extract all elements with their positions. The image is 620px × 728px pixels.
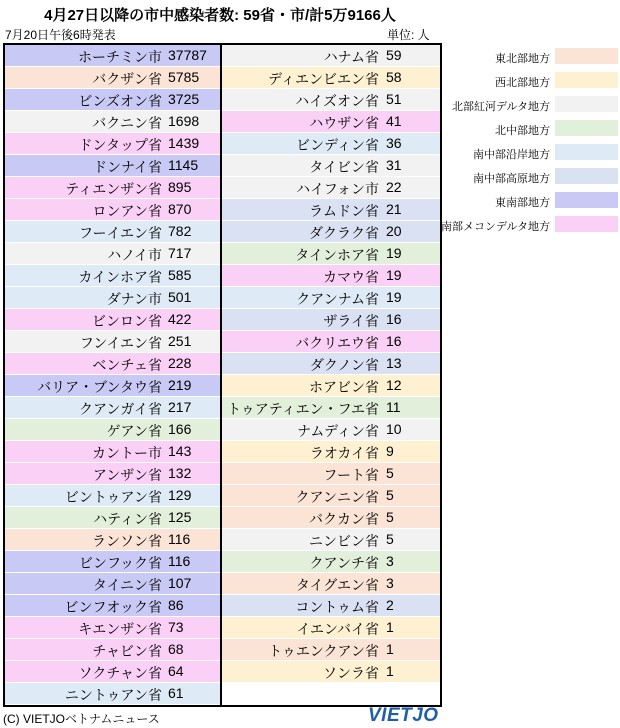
province-name: タイビン省 xyxy=(309,159,379,175)
table-row xyxy=(222,199,440,220)
case-count: 58 xyxy=(386,69,402,85)
table-row xyxy=(222,441,440,462)
table-right-column xyxy=(222,43,442,707)
region-legend xyxy=(440,45,618,237)
table-row xyxy=(5,595,220,616)
province-name: フンイエン省 xyxy=(79,335,162,351)
legend-label: 南中部高原地方 xyxy=(473,173,550,185)
case-count: 1 xyxy=(386,619,394,635)
province-name: タイニン省 xyxy=(92,577,162,593)
province-name: フーイエン省 xyxy=(78,225,162,241)
case-count: 895 xyxy=(168,179,192,195)
case-count: 116 xyxy=(168,553,191,569)
legend-swatch xyxy=(555,168,618,184)
case-count: 64 xyxy=(168,663,184,679)
case-count: 19 xyxy=(386,289,402,305)
legend-item xyxy=(450,117,618,141)
case-count: 1439 xyxy=(168,135,200,151)
case-count: 166 xyxy=(168,421,192,437)
case-count: 31 xyxy=(386,157,402,173)
province-name: カインホア省 xyxy=(78,269,162,285)
province-name: クアンチ省 xyxy=(309,555,379,571)
case-count: 59 xyxy=(386,47,402,63)
table-row xyxy=(5,639,220,660)
table-row xyxy=(5,617,220,638)
case-count: 1 xyxy=(386,641,394,657)
table-row xyxy=(5,683,220,704)
table-row xyxy=(5,463,220,484)
province-name: タイグエン省 xyxy=(295,577,379,593)
table-row xyxy=(222,67,440,88)
case-count: 37787 xyxy=(168,47,207,63)
case-count: 19 xyxy=(386,245,402,261)
case-count: 13 xyxy=(386,355,402,371)
province-name: カントー市 xyxy=(92,445,162,461)
table-row xyxy=(5,353,220,374)
legend-swatch xyxy=(555,96,618,112)
chart-title: 4月27日以降の市中感染者数: 59省・市/計5万9166人 xyxy=(44,7,396,24)
case-count: 9 xyxy=(386,443,394,459)
legend-label: 北部紅河デルタ地方 xyxy=(451,101,550,113)
table-row xyxy=(5,661,220,682)
case-count: 129 xyxy=(168,487,192,503)
province-name: クアンニン省 xyxy=(295,489,379,505)
province-name: タインホア省 xyxy=(295,247,379,263)
province-name: ビントゥアン省 xyxy=(64,489,162,505)
table-row xyxy=(5,243,220,264)
province-name: ホーチミン市 xyxy=(78,49,162,65)
province-name: キエンザン省 xyxy=(78,621,162,637)
province-name: ニンビン省 xyxy=(309,533,379,549)
case-count: 1698 xyxy=(168,113,200,129)
case-count: 5 xyxy=(386,531,394,547)
province-name: バクリエウ省 xyxy=(295,335,379,351)
case-count: 41 xyxy=(386,113,402,129)
legend-swatch xyxy=(555,120,618,136)
table-row xyxy=(222,133,440,154)
case-count: 86 xyxy=(168,597,184,613)
table-row xyxy=(222,331,440,352)
case-count: 217 xyxy=(168,399,192,415)
table-row xyxy=(5,89,220,110)
table-row xyxy=(5,177,220,198)
case-count: 68 xyxy=(168,641,184,657)
legend-item xyxy=(450,165,618,189)
province-name: カマウ省 xyxy=(323,269,379,285)
province-name: ディエンビエン省 xyxy=(268,71,379,87)
legend-label: 東南部地方 xyxy=(495,197,550,209)
province-name: コントゥム省 xyxy=(295,599,379,615)
province-name: ビンズオン省 xyxy=(78,93,162,109)
case-count: 125 xyxy=(168,509,192,525)
table-row xyxy=(222,353,440,374)
table-row xyxy=(5,221,220,242)
table-row xyxy=(5,155,220,176)
case-count: 782 xyxy=(168,223,192,239)
province-name: ハイズオン省 xyxy=(295,93,379,109)
province-name: ソンラ省 xyxy=(323,665,379,681)
case-count: 5 xyxy=(386,465,394,481)
table-row xyxy=(5,573,220,594)
table-row xyxy=(222,639,440,660)
table-row xyxy=(222,375,440,396)
province-name: フート省 xyxy=(323,467,379,483)
case-count: 21 xyxy=(386,201,402,217)
province-name: バクカン省 xyxy=(309,511,379,527)
legend-swatch xyxy=(555,48,618,64)
table-row xyxy=(222,397,440,418)
case-count: 143 xyxy=(168,443,192,459)
vietjo-logo: VIETJO xyxy=(368,705,439,726)
case-count: 2 xyxy=(386,597,394,613)
case-count: 20 xyxy=(386,223,402,239)
province-name: ザライ省 xyxy=(323,313,379,329)
table-row xyxy=(5,199,220,220)
province-name: ランソン省 xyxy=(92,533,162,549)
table-row xyxy=(222,155,440,176)
province-name: ナムディン省 xyxy=(297,423,379,439)
province-name: ニントゥアン省 xyxy=(64,687,162,703)
case-count: 16 xyxy=(386,311,402,327)
case-count: 3 xyxy=(386,575,394,591)
province-name: ティエンザン省 xyxy=(65,181,162,197)
province-name: ハノイ市 xyxy=(107,247,162,263)
legend-label: 北中部地方 xyxy=(495,125,550,137)
table-row xyxy=(5,133,220,154)
case-count: 51 xyxy=(386,91,402,107)
copyright-credit: (C) VIETJOベトナムニュース xyxy=(3,712,160,726)
province-name: ベンチェ省 xyxy=(92,357,162,373)
case-count: 717 xyxy=(168,245,192,261)
table-row xyxy=(222,617,440,638)
case-count: 5 xyxy=(386,487,394,503)
case-count: 10 xyxy=(386,421,402,437)
province-name: ビンロン省 xyxy=(92,313,162,329)
legend-label: 南中部沿岸地方 xyxy=(473,149,550,161)
legend-item xyxy=(450,141,618,165)
legend-label: 南部メコンデルタ地方 xyxy=(440,221,550,233)
province-name: イエンバイ省 xyxy=(296,621,379,637)
table-row xyxy=(222,463,440,484)
province-name: チャビン省 xyxy=(92,643,162,659)
table-row xyxy=(222,309,440,330)
table-row xyxy=(222,243,440,264)
province-name: アンザン省 xyxy=(92,467,162,483)
province-name: クアンガイ省 xyxy=(78,401,162,417)
province-name: ハイフォン市 xyxy=(296,181,379,197)
table-row xyxy=(5,529,220,550)
case-count: 251 xyxy=(168,333,192,349)
province-name: ロンアン省 xyxy=(92,203,162,219)
province-name: ビンフオック省 xyxy=(64,599,162,615)
table-row xyxy=(222,419,440,440)
table-row xyxy=(5,309,220,330)
legend-swatch xyxy=(555,144,618,160)
case-count: 132 xyxy=(168,465,192,481)
province-name: ダクノン省 xyxy=(309,357,379,373)
province-name: ハウザン省 xyxy=(309,115,379,131)
legend-item xyxy=(450,189,618,213)
table-row xyxy=(5,67,220,88)
province-name: トゥアティエン・フエ省 xyxy=(227,401,379,417)
case-count: 870 xyxy=(168,201,192,217)
table-row xyxy=(5,265,220,286)
unit-label: 単位: 人 xyxy=(387,28,430,42)
table-row xyxy=(5,45,220,66)
province-name: ラオカイ省 xyxy=(309,445,379,461)
table-row xyxy=(5,111,220,132)
table-row xyxy=(5,485,220,506)
case-count: 22 xyxy=(386,179,402,195)
legend-item xyxy=(450,45,618,69)
case-count: 116 xyxy=(168,531,191,547)
province-name: クアンナム省 xyxy=(296,291,379,307)
case-count: 422 xyxy=(168,311,192,327)
province-name: ラムドン省 xyxy=(309,203,379,219)
province-name: バクザン省 xyxy=(92,71,162,87)
legend-item xyxy=(440,213,618,237)
province-name: バクニン省 xyxy=(92,115,162,131)
case-count: 19 xyxy=(386,267,402,283)
legend-swatch xyxy=(555,192,618,208)
province-name: ダクラク省 xyxy=(309,225,379,241)
province-name: ドンタップ省 xyxy=(78,137,162,153)
table-row xyxy=(222,507,440,528)
table-row xyxy=(5,397,220,418)
case-count: 1 xyxy=(386,663,394,679)
province-name: バリア・ブンタウ省 xyxy=(37,379,162,395)
table-row xyxy=(5,375,220,396)
case-count: 3 xyxy=(386,553,394,569)
case-count: 1145 xyxy=(168,157,199,173)
province-name: ドンナイ省 xyxy=(92,159,162,175)
case-count: 36 xyxy=(386,135,402,151)
province-name: トゥエンクアン省 xyxy=(268,643,379,659)
province-name: ハナム省 xyxy=(323,49,379,65)
case-count: 5 xyxy=(386,509,394,525)
province-name: ビンディン省 xyxy=(296,137,379,153)
table-row xyxy=(222,529,440,550)
table-row xyxy=(5,551,220,572)
table-row xyxy=(222,221,440,242)
table-row xyxy=(222,551,440,572)
province-name: ハティン省 xyxy=(93,511,162,527)
legend-item xyxy=(450,69,618,93)
table-row xyxy=(222,661,440,682)
table-row xyxy=(222,177,440,198)
case-count: 12 xyxy=(386,377,402,393)
case-count: 585 xyxy=(168,267,192,283)
table-row xyxy=(222,111,440,132)
case-count: 107 xyxy=(168,575,192,591)
case-count: 5785 xyxy=(168,69,200,85)
table-row xyxy=(222,45,440,66)
table-row xyxy=(222,485,440,506)
case-count: 16 xyxy=(386,333,402,349)
case-count: 228 xyxy=(168,355,192,371)
table-row xyxy=(5,419,220,440)
province-name: ソクチャン省 xyxy=(78,665,162,681)
province-name: ビンフック省 xyxy=(78,555,162,571)
table-row xyxy=(222,287,440,308)
table-row xyxy=(5,331,220,352)
table-left-column xyxy=(3,43,222,707)
table-row xyxy=(5,441,220,462)
table-row xyxy=(5,287,220,308)
legend-swatch xyxy=(555,216,618,232)
case-count: 501 xyxy=(168,289,192,305)
legend-label: 西北部地方 xyxy=(495,77,550,89)
legend-label: 東北部地方 xyxy=(495,53,550,65)
province-name: ホアビン省 xyxy=(309,379,379,395)
table-row xyxy=(222,89,440,110)
case-count: 3725 xyxy=(168,91,200,107)
legend-swatch xyxy=(555,72,618,88)
case-count: 61 xyxy=(168,685,184,701)
case-count: 11 xyxy=(386,399,401,415)
table-row xyxy=(5,507,220,528)
legend-item xyxy=(450,93,618,117)
province-name: ゲアン省 xyxy=(106,423,162,439)
table-row xyxy=(222,265,440,286)
announcement-time: 7月20日午後6時発表 xyxy=(5,28,116,42)
table-row xyxy=(222,595,440,616)
case-count: 219 xyxy=(168,377,192,393)
province-name: ダナン市 xyxy=(106,291,162,307)
case-count: 73 xyxy=(168,619,184,635)
table-row xyxy=(222,573,440,594)
